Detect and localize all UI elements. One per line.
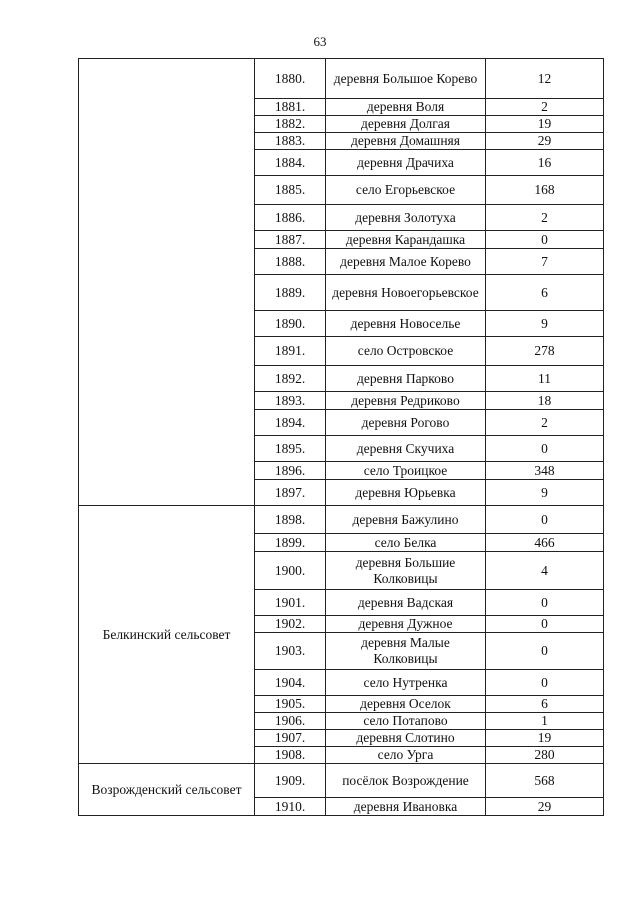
count-cell: 0 bbox=[486, 670, 604, 696]
count-cell: 12 bbox=[486, 59, 604, 99]
settlement-name-cell: деревня Воля bbox=[326, 99, 486, 116]
count-cell: 9 bbox=[486, 311, 604, 337]
row-number-cell: 1898. bbox=[255, 506, 326, 534]
row-number-cell: 1896. bbox=[255, 462, 326, 480]
count-cell: 2 bbox=[486, 410, 604, 436]
row-number-cell: 1909. bbox=[255, 764, 326, 798]
row-number-cell: 1910. bbox=[255, 798, 326, 816]
row-number-cell: 1894. bbox=[255, 410, 326, 436]
count-cell: 19 bbox=[486, 116, 604, 133]
row-number-cell: 1903. bbox=[255, 633, 326, 670]
settlement-name-cell: деревня Оселок bbox=[326, 696, 486, 713]
settlement-name-cell: деревня Новоселье bbox=[326, 311, 486, 337]
settlement-name-cell: деревня Рогово bbox=[326, 410, 486, 436]
settlement-name-cell: деревня Большое Корево bbox=[326, 59, 486, 99]
count-cell: 568 bbox=[486, 764, 604, 798]
count-cell: 0 bbox=[486, 590, 604, 616]
count-cell: 1 bbox=[486, 713, 604, 730]
settlement-name-cell: деревня Дужное bbox=[326, 616, 486, 633]
settlement-name-cell: деревня Золотуха bbox=[326, 205, 486, 231]
count-cell: 4 bbox=[486, 552, 604, 590]
municipality-cell: Возрожденский сельсовет bbox=[79, 764, 255, 816]
count-cell: 29 bbox=[486, 133, 604, 150]
settlement-name-cell: деревня Ивановка bbox=[326, 798, 486, 816]
municipality-cell bbox=[79, 59, 255, 506]
row-number-cell: 1904. bbox=[255, 670, 326, 696]
count-cell: 0 bbox=[486, 436, 604, 462]
settlement-name-cell: деревня Вадская bbox=[326, 590, 486, 616]
row-number-cell: 1888. bbox=[255, 249, 326, 275]
row-number-cell: 1881. bbox=[255, 99, 326, 116]
settlement-name-cell: деревня Карандашка bbox=[326, 231, 486, 249]
row-number-cell: 1889. bbox=[255, 275, 326, 311]
count-cell: 466 bbox=[486, 534, 604, 552]
settlement-name-cell: деревня Домашняя bbox=[326, 133, 486, 150]
count-cell: 0 bbox=[486, 633, 604, 670]
row-number-cell: 1906. bbox=[255, 713, 326, 730]
row-number-cell: 1882. bbox=[255, 116, 326, 133]
settlement-name-cell: село Островское bbox=[326, 337, 486, 366]
settlement-name-cell: деревня Бажулино bbox=[326, 506, 486, 534]
count-cell: 0 bbox=[486, 616, 604, 633]
settlement-name-cell: село Потапово bbox=[326, 713, 486, 730]
settlement-name-cell: деревня Новоегорьевское bbox=[326, 275, 486, 311]
count-cell: 29 bbox=[486, 798, 604, 816]
row-number-cell: 1893. bbox=[255, 392, 326, 410]
count-cell: 6 bbox=[486, 275, 604, 311]
row-number-cell: 1886. bbox=[255, 205, 326, 231]
settlement-name-cell: деревня Редриково bbox=[326, 392, 486, 410]
municipality-cell: Белкинский сельсовет bbox=[79, 506, 255, 764]
count-cell: 0 bbox=[486, 506, 604, 534]
settlement-name-cell: деревня Драчиха bbox=[326, 150, 486, 176]
row-number-cell: 1885. bbox=[255, 176, 326, 205]
row-number-cell: 1895. bbox=[255, 436, 326, 462]
settlement-name-cell: деревня Малое Корево bbox=[326, 249, 486, 275]
row-number-cell: 1891. bbox=[255, 337, 326, 366]
count-cell: 0 bbox=[486, 231, 604, 249]
row-number-cell: 1897. bbox=[255, 480, 326, 506]
settlement-name-cell: посёлок Возрождение bbox=[326, 764, 486, 798]
count-cell: 168 bbox=[486, 176, 604, 205]
page-number: 63 bbox=[313, 34, 327, 49]
count-cell: 280 bbox=[486, 747, 604, 764]
count-cell: 11 bbox=[486, 366, 604, 392]
count-cell: 19 bbox=[486, 730, 604, 747]
count-cell: 348 bbox=[486, 462, 604, 480]
settlement-name-cell: село Белка bbox=[326, 534, 486, 552]
settlement-name-cell: деревня Парково bbox=[326, 366, 486, 392]
settlement-name-cell: село Нутренка bbox=[326, 670, 486, 696]
row-number-cell: 1880. bbox=[255, 59, 326, 99]
count-cell: 9 bbox=[486, 480, 604, 506]
settlement-name-cell: деревня Юрьевка bbox=[326, 480, 486, 506]
row-number-cell: 1907. bbox=[255, 730, 326, 747]
row-number-cell: 1892. bbox=[255, 366, 326, 392]
table-row bbox=[79, 764, 604, 798]
row-number-cell: 1902. bbox=[255, 616, 326, 633]
settlement-name-cell: деревня Большие Колковицы bbox=[326, 552, 486, 590]
table-row bbox=[79, 59, 604, 99]
row-number-cell: 1899. bbox=[255, 534, 326, 552]
settlement-name-cell: деревня Долгая bbox=[326, 116, 486, 133]
count-cell: 2 bbox=[486, 99, 604, 116]
count-cell: 7 bbox=[486, 249, 604, 275]
count-cell: 2 bbox=[486, 205, 604, 231]
row-number-cell: 1901. bbox=[255, 590, 326, 616]
row-number-cell: 1900. bbox=[255, 552, 326, 590]
settlement-name-cell: село Егорьевское bbox=[326, 176, 486, 205]
row-number-cell: 1905. bbox=[255, 696, 326, 713]
row-number-cell: 1887. bbox=[255, 231, 326, 249]
settlement-name-cell: село Урга bbox=[326, 747, 486, 764]
row-number-cell: 1884. bbox=[255, 150, 326, 176]
row-number-cell: 1908. bbox=[255, 747, 326, 764]
row-number-cell: 1890. bbox=[255, 311, 326, 337]
table-row bbox=[79, 506, 604, 534]
count-cell: 278 bbox=[486, 337, 604, 366]
settlement-name-cell: деревня Малые Колковицы bbox=[326, 633, 486, 670]
settlement-table-body bbox=[79, 59, 604, 816]
count-cell: 6 bbox=[486, 696, 604, 713]
count-cell: 18 bbox=[486, 392, 604, 410]
settlement-name-cell: деревня Слотино bbox=[326, 730, 486, 747]
settlement-table bbox=[78, 58, 604, 816]
row-number-cell: 1883. bbox=[255, 133, 326, 150]
count-cell: 16 bbox=[486, 150, 604, 176]
settlement-name-cell: село Троицкое bbox=[326, 462, 486, 480]
settlement-name-cell: деревня Скучиха bbox=[326, 436, 486, 462]
